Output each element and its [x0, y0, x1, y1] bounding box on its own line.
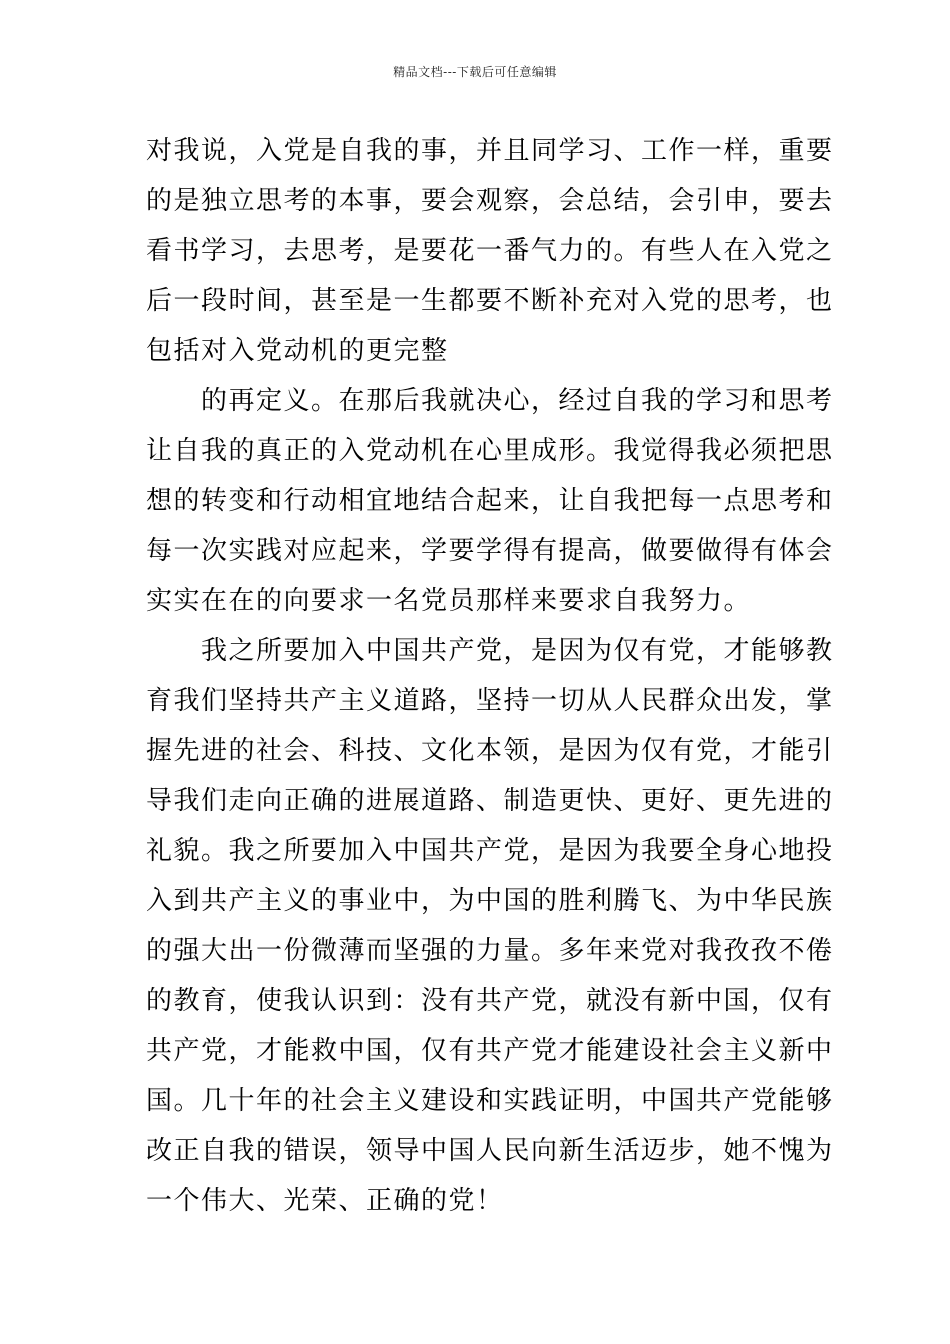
text-line: 对我说，入党是自我的事，并且同学习、工作一样，重要 — [146, 136, 834, 166]
text-line: 实实在在的向要求一名党员那样来要求自我努力。 — [146, 586, 752, 616]
paragraph-first-line: 的再定义。在那后我就决心，经过自我的学习和思考 — [201, 386, 834, 416]
text-line: 导我们走向正确的进展道路、制造更快、更好、更先进的 — [146, 786, 834, 816]
text-line: 入到共产主义的事业中，为中国的胜利腾飞、为中华民族 — [146, 886, 834, 916]
page-header: 精品文档---下载后可任意编辑 — [393, 65, 557, 79]
text-line: 后一段时间，甚至是一生都要不断补充对入党的思考，也 — [146, 286, 834, 316]
text-line: 共产党，才能救中国，仅有共产党才能建设社会主义新中 — [146, 1036, 834, 1066]
text-line: 握先进的社会、科技、文化本领，是因为仅有党，才能引 — [146, 736, 834, 766]
text-line: 礼貌。我之所要加入中国共产党，是因为我要全身心地投 — [146, 836, 834, 866]
text-line: 每一次实践对应起来，学要学得有提高，做要做得有体会 — [146, 536, 834, 566]
text-line: 的强大出一份微薄而坚强的力量。多年来党对我孜孜不倦 — [146, 936, 834, 966]
text-line: 的教育，使我认识到：没有共产党，就没有新中国，仅有 — [146, 986, 834, 1016]
text-line: 改正自我的错误，领导中国人民向新生活迈步，她不愧为 — [146, 1136, 834, 1166]
text-line: 育我们坚持共产主义道路，坚持一切从人民群众出发，掌 — [146, 686, 834, 716]
text-line: 让自我的真正的入党动机在心里成形。我觉得我必须把思 — [146, 436, 834, 466]
text-line: 包括对入党动机的更完整 — [146, 336, 449, 366]
text-line: 的是独立思考的本事，要会观察，会总结，会引申，要去 — [146, 186, 834, 216]
text-line: 国。几十年的社会主义建设和实践证明，中国共产党能够 — [146, 1086, 834, 1116]
text-line: 看书学习，去思考，是要花一番气力的。有些人在入党之 — [146, 236, 834, 266]
text-line: 一个伟大、光荣、正确的党！ — [146, 1186, 504, 1216]
text-line: 想的转变和行动相宜地结合起来，让自我把每一点思考和 — [146, 486, 834, 516]
document-body — [146, 126, 834, 1226]
paragraph-first-line: 我之所要加入中国共产党，是因为仅有党，才能够教 — [201, 636, 834, 666]
